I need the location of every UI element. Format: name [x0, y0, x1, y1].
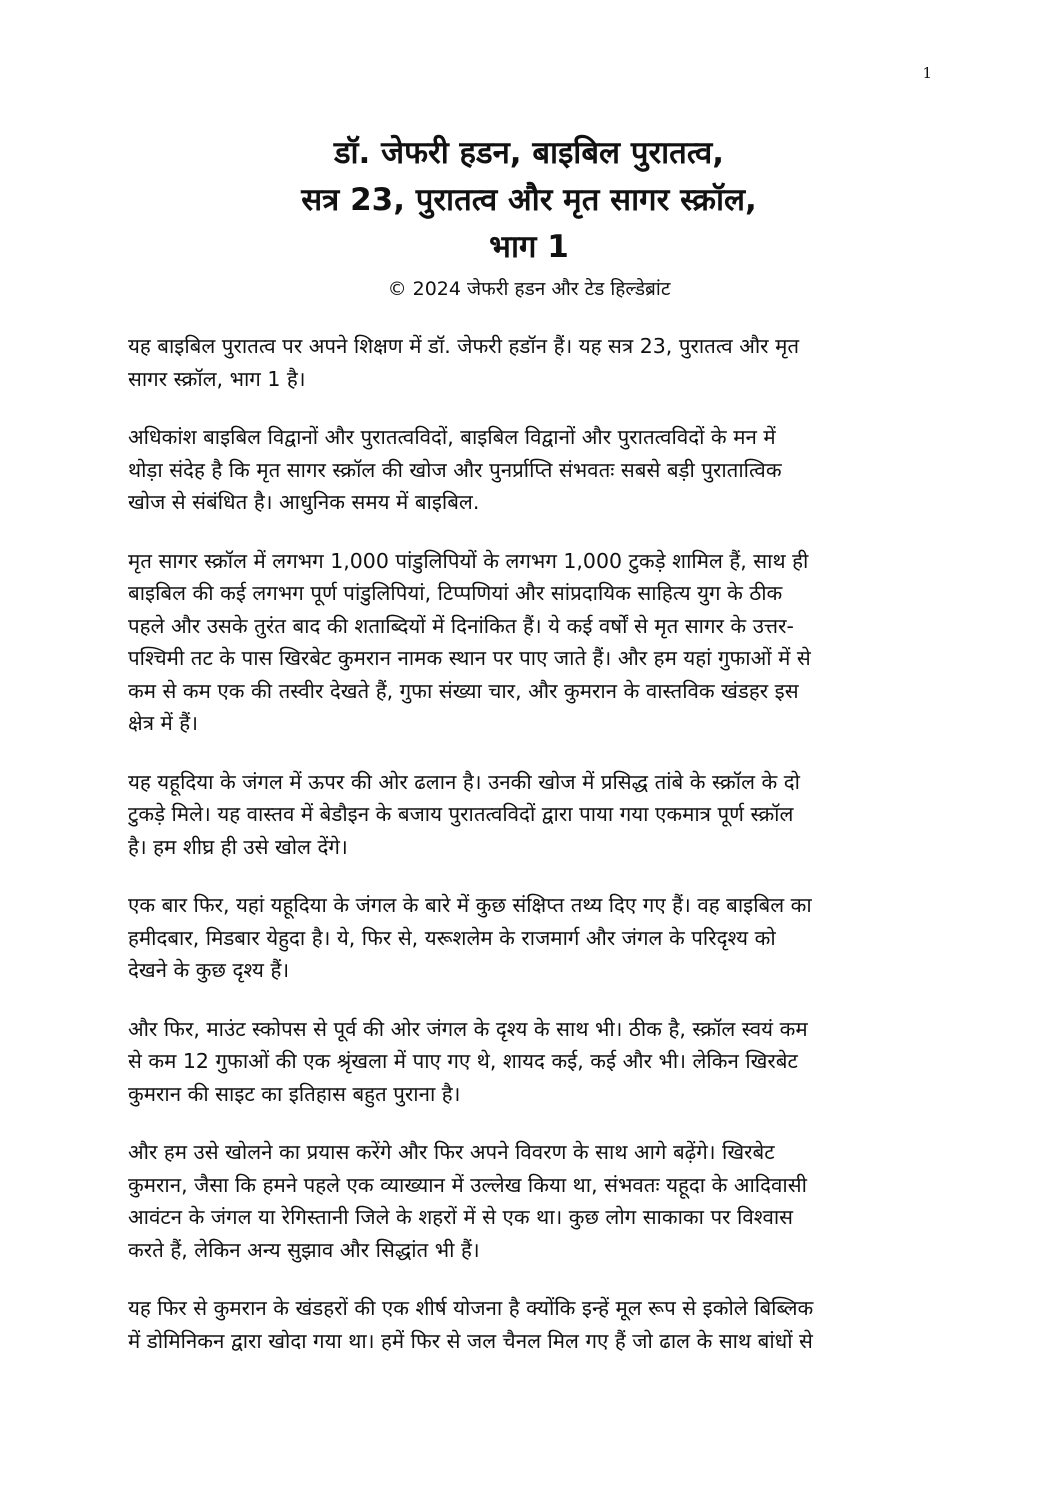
text-line: में डोमिनिकन द्वारा खोदा गया था। हमें फिर से जल चैनल मिल गए हैं जो ढाल के साथ बांधों से [128, 1328, 813, 1353]
paragraph [128, 889, 936, 987]
text-line: कुमरान, जैसा कि हमने पहले एक व्याख्यान में उल्लेख किया था, संभवतः यहूदा के आदिवासी [128, 1172, 807, 1197]
paragraph [128, 330, 936, 395]
title-line-3: भाग 1 [489, 229, 569, 265]
text-line: पश्चिमी तट के पास खिरबेट कुमरान नामक स्थान पर पाए जाते हैं। और हम यहां गुफाओं में से [128, 646, 811, 670]
title-line-2: सत्र 23, पुरातत्व और मृत सागर स्क्रॉल, [301, 182, 757, 218]
document-title [100, 130, 958, 271]
copyright-notice: © 2024 जेफरी हडन और टेड हिल्डेब्रांट [387, 278, 671, 300]
text-line: खोज से संबंधित है। आधुनिक समय में बाइबिल. [128, 490, 480, 514]
text-line: थोड़ा संदेह है कि मृत सागर स्क्रॉल की खोज और पुनर्प्राप्ति संभवतः सबसे बड़ी पुरातात्विक [128, 457, 782, 482]
text-line: बाइबिल की कई लगभग पूर्ण पांडुलिपियां, टिप्पणियां और सांप्रदायिक साहित्य युग के ठीक [128, 581, 783, 605]
paragraph [128, 1013, 936, 1111]
paragraph [128, 545, 936, 740]
text-line: यह यहूदिया के जंगल में ऊपर की ओर ढलान है। उनकी खोज में प्रसिद्ध तांबे के स्क्रॉल के दो [128, 769, 800, 794]
text-line: आवंटन के जंगल या रेगिस्तानी जिले के शहरों में से एक था। कुछ लोग साकाका पर विश्वास [128, 1205, 794, 1229]
text-line: कुमरान की साइट का इतिहास बहुत पुराना है। [128, 1081, 461, 1106]
text-line: और फिर, माउंट स्कोपस से पूर्व की ओर जंगल के दृश्य के साथ भी। ठीक है, स्क्रॉल स्वयं कम [128, 1016, 808, 1041]
text-line: टुकड़े मिले। यह वास्तव में बेडौइन के बजाय पुरातत्वविदों द्वारा पाया गया एकमात्र पूर्ण स्क्रॉल [128, 802, 794, 826]
paragraph [128, 421, 936, 519]
text-line: यह फिर से कुमरान के खंडहरों की एक शीर्ष योजना है क्योंकि इन्हें मूल रूप से इकोले बिब्लिक [128, 1296, 814, 1320]
text-line: से कम 12 गुफाओं की एक श्रृंखला में पाए गए थे, शायद कई, कई और भी। लेकिन खिरबेट [128, 1049, 798, 1073]
text-line: अधिकांश बाइबिल विद्वानों और पुरातत्वविदों, बाइबिल विद्वानों और पुरातत्वविदों के मन में [128, 425, 776, 449]
paragraph [128, 1292, 936, 1357]
text-line: कम से कम एक की तस्वीर देखते हैं, गुफा संख्या चार, और कुमरान के वास्तविक खंडहर इस [128, 678, 799, 703]
body-text [128, 330, 936, 1383]
paragraph [128, 766, 936, 864]
text-line: क्षेत्र में हैं। [128, 711, 198, 735]
text-line: सागर स्क्रॉल, भाग 1 है। [128, 366, 306, 391]
text-line: यह बाइबिल पुरातत्व पर अपने शिक्षण में डॉ. जेफरी हडॉन हैं। यह सत्र 23, पुरातत्व और मृत [128, 334, 800, 358]
paragraph [128, 1136, 936, 1266]
text-line: देखने के कुछ दृश्य हैं। [128, 958, 290, 982]
text-line: और हम उसे खोलने का प्रयास करेंगे और फिर अपने विवरण के साथ आगे बढ़ेंगे। खिरबेट [128, 1140, 775, 1164]
text-line: पहले और उसके तुरंत बाद की शताब्दियों में दिनांकित हैं। ये कई वर्षों से मृत सागर के उत्तर- [128, 613, 794, 638]
text-line: करते हैं, लेकिन अन्य सुझाव और सिद्धांत भी हैं। [128, 1237, 480, 1262]
title-line-1: डॉ. जेफरी हडन, बाइबिल पुरातत्व, [333, 135, 725, 171]
text-line: एक बार फिर, यहां यहूदिया के जंगल के बारे में कुछ संक्षिप्त तथ्य दिए गए हैं। वह बाइबिल का [128, 893, 812, 917]
text-line: है। हम शीघ्र ही उसे खोल देंगे। [128, 834, 348, 859]
page-number: 1 [922, 64, 932, 82]
text-line: हमीदबार, मिडबार येहुदा है। ये, फिर से, यरूशलेम के राजमार्ग और जंगल के परिदृश्य को [128, 925, 776, 950]
text-line: मृत सागर स्क्रॉल में लगभग 1,000 पांडुलिपियों के लगभग 1,000 टुकड़े शामिल हैं, साथ ही [128, 548, 809, 573]
